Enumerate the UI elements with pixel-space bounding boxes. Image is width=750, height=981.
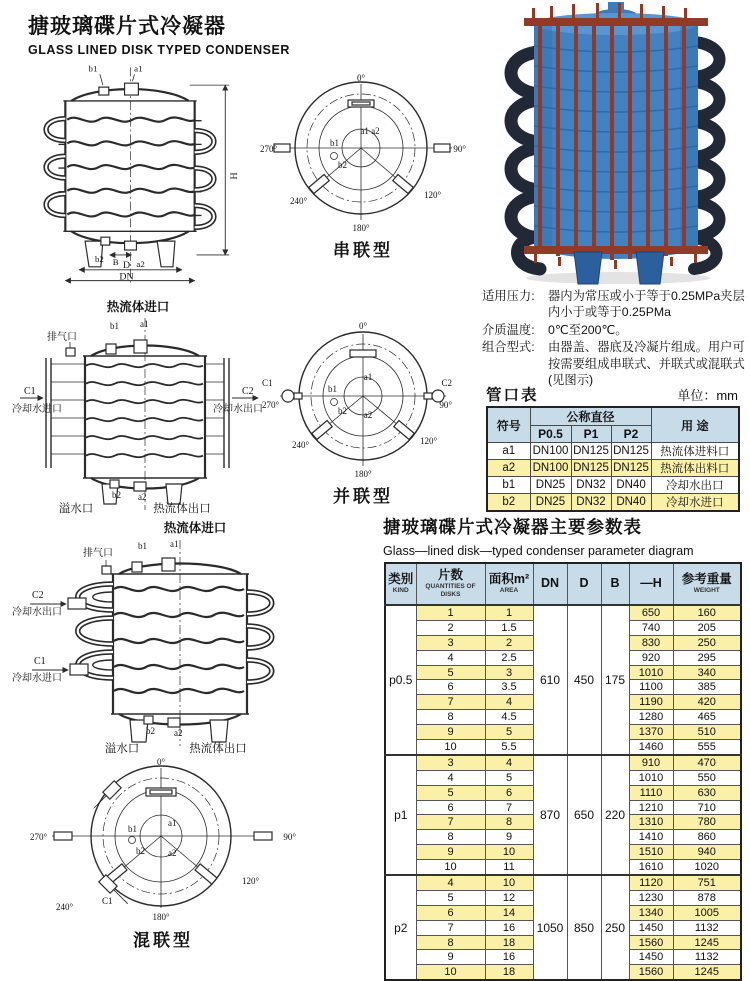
nozzle-b1 (99, 87, 109, 95)
col-use: 用 途 (651, 407, 739, 443)
spec-label: 适用压力: (482, 289, 535, 303)
cell: 1100 (629, 680, 673, 695)
page-subtitle: GLASS LINED DISK TYPED CONDENSER (28, 43, 290, 57)
nozzle-a2 (134, 482, 146, 491)
cell: 7 (416, 920, 485, 935)
cell: 2 (485, 635, 533, 650)
col-diameter: 公称直径 (530, 407, 651, 426)
cell: 1010 (629, 770, 673, 785)
cell: 780 (673, 815, 741, 830)
cell: DN40 (611, 477, 651, 494)
col-p05: P0.5 (530, 426, 571, 443)
cell: 5 (485, 770, 533, 785)
label-hot-out: 热流体出口 (189, 743, 247, 755)
cell: 751 (673, 875, 741, 890)
nozzle-b2 (101, 237, 110, 245)
label-b2: b2 (338, 160, 347, 170)
cell: DN125 (571, 460, 611, 477)
spec-text: 器内为常压或小于等于0.25MPa夹层内小于或等于0.25PMa (548, 289, 745, 320)
cell: 5 (416, 890, 485, 905)
cell: 1190 (629, 695, 673, 710)
spec-text: 0℃至200℃。 (548, 322, 628, 337)
col-area: 面积m² AREA (485, 563, 533, 605)
angle-240: 240° (56, 902, 74, 912)
product-photo (488, 0, 743, 285)
cell: 3 (416, 755, 485, 770)
cell: 18 (485, 965, 533, 980)
param-table-subtitle: Glass—lined disk—typed condenser parameter diagram (383, 544, 694, 558)
param-row (385, 755, 741, 770)
angle-0: 0° (358, 321, 368, 331)
cell: 5 (485, 725, 533, 740)
nozzle-row (487, 460, 739, 477)
angle-120: 120° (420, 436, 438, 446)
cell: b2 (487, 494, 530, 512)
cell: 1450 (629, 920, 673, 935)
cell: 2 (416, 620, 485, 635)
cell: 10 (485, 845, 533, 860)
cell: 10 (485, 875, 533, 890)
cell: 830 (629, 635, 673, 650)
cell: 160 (673, 605, 741, 620)
cell: 8 (485, 815, 533, 830)
spec-row (482, 288, 748, 321)
cell: 1230 (629, 890, 673, 905)
cell: DN25 (530, 477, 571, 494)
top-view-mixed (28, 756, 298, 924)
caption-series: 串联型 (333, 241, 393, 260)
cell: 870 (533, 755, 567, 875)
cell: 6 (416, 800, 485, 815)
label-b1: b1 (328, 384, 337, 394)
nozzle-b1 (106, 344, 116, 354)
nozzle-vent (66, 348, 75, 356)
cell: 1005 (673, 905, 741, 920)
col-p2: P2 (611, 426, 651, 443)
cell: 8 (416, 935, 485, 950)
cell: 555 (673, 740, 741, 755)
spec-text: 由器盖、器底及冷凝片组成。用户可按需要组成串联式、并联式或混联式(见图示) (548, 340, 745, 388)
dim-B: B (112, 256, 119, 267)
cell: 1560 (629, 965, 673, 980)
cell: 650 (567, 755, 601, 875)
cell: 8 (416, 710, 485, 725)
label-a1: a1 (363, 372, 373, 382)
label-a1: a1 (134, 63, 143, 74)
specs-block (482, 288, 748, 390)
dim-D: D (122, 259, 131, 271)
cell: 3.5 (485, 680, 533, 695)
col-symbol: 符号 (487, 407, 530, 443)
cell: 1510 (629, 845, 673, 860)
cell: 1310 (629, 815, 673, 830)
nozzle-a2 (125, 241, 137, 250)
cell: 710 (673, 800, 741, 815)
cell: p0.5 (385, 605, 416, 755)
nozzle-row (487, 477, 739, 494)
cell: DN32 (571, 494, 611, 512)
elevation-drawing-parallel (10, 298, 265, 516)
cell: 4 (416, 875, 485, 890)
angle-0: 0° (356, 73, 366, 83)
cell: 3 (485, 665, 533, 680)
angle-120: 120° (242, 876, 260, 886)
angle-90: 90° (439, 400, 452, 410)
nozzle-a1 (134, 340, 147, 353)
label-b1: b1 (330, 138, 339, 148)
cell: 250 (673, 635, 741, 650)
label-b1: b1 (128, 824, 137, 834)
label-a1: a1 (140, 319, 149, 329)
spec-label: 组合型式: (482, 340, 535, 355)
label-cool-in: 冷却水进口 (12, 673, 62, 684)
elevation-drawing-mixed (10, 518, 285, 758)
cell: 465 (673, 710, 741, 725)
cell: 295 (673, 650, 741, 665)
label-c1: C1 (262, 378, 273, 388)
nozzle-row (487, 494, 739, 512)
angle-90: 90° (453, 144, 466, 154)
angle-270: 270° (262, 400, 280, 410)
cell: 510 (673, 725, 741, 740)
cell: 1 (485, 605, 533, 620)
cell: 1 (416, 605, 485, 620)
nozzle-table-title: 管口表 (486, 387, 539, 404)
nozzle-b2 (110, 480, 119, 488)
cell: 4 (416, 770, 485, 785)
label-a2: a2 (168, 848, 177, 858)
cell: 1560 (629, 935, 673, 950)
cell: 6 (416, 680, 485, 695)
cell: 3 (416, 635, 485, 650)
label-c1: C1 (24, 386, 36, 397)
cell: 450 (567, 605, 601, 755)
label-c2: C2 (441, 378, 452, 388)
cell: 4 (416, 650, 485, 665)
cell: DN100 (530, 460, 571, 477)
cell: 1120 (629, 875, 673, 890)
cell: 7 (485, 800, 533, 815)
cell: 175 (601, 605, 629, 755)
col-weight: 参考重量 WEIGHT (673, 563, 741, 605)
nozzle-row (487, 443, 739, 460)
cell: 205 (673, 620, 741, 635)
label-drain: 溢水口 (58, 503, 94, 515)
label-b2: b2 (338, 406, 347, 416)
spec-row (482, 322, 748, 338)
angle-90: 90° (283, 832, 296, 842)
spec-label: 介质温度: (482, 322, 535, 337)
right-tube-cluster (247, 592, 272, 682)
cell: 9 (416, 725, 485, 740)
label-a2: a2 (136, 258, 145, 269)
label-c2: C2 (242, 386, 254, 397)
cell: 850 (567, 875, 601, 980)
cell: 385 (673, 680, 741, 695)
cell: DN40 (611, 494, 651, 512)
cell: 4 (485, 755, 533, 770)
label-b2: b2 (136, 846, 145, 856)
cell: 5 (416, 785, 485, 800)
cell: 550 (673, 770, 741, 785)
caption-mixed: 混联型 (133, 931, 193, 950)
cell: 14 (485, 905, 533, 920)
label-a2: a2 (174, 728, 183, 738)
cell: 250 (601, 875, 629, 980)
cell: 340 (673, 665, 741, 680)
cell: 1132 (673, 920, 741, 935)
angle-270: 270° (260, 144, 278, 154)
cell: a2 (487, 460, 530, 477)
label-vent: 排气口 (83, 548, 113, 559)
cell: 1110 (629, 785, 673, 800)
cell: 9 (485, 830, 533, 845)
label-b2: b2 (112, 490, 121, 500)
cell: 10 (416, 740, 485, 755)
cell: DN125 (571, 443, 611, 460)
nozzle-table-body (487, 443, 739, 512)
cell: 740 (629, 620, 673, 635)
label-hot-in: 热流体进口 (106, 300, 170, 314)
cell: 650 (629, 605, 673, 620)
cell: DN32 (571, 477, 611, 494)
cell: 18 (485, 935, 533, 950)
param-row (385, 875, 741, 890)
label-c1: C1 (34, 656, 46, 667)
elevation-drawing-series (14, 60, 246, 288)
label-hot-in: 热流体进口 (163, 521, 227, 535)
page-title: 搪玻璃碟片式冷凝器 (28, 15, 226, 38)
col-p1: P1 (571, 426, 611, 443)
cell: 1280 (629, 710, 673, 725)
cell: 1460 (629, 740, 673, 755)
cell: 冷却水进口 (651, 494, 739, 512)
angle-0: 0° (156, 757, 166, 767)
leg (210, 720, 228, 742)
label-c2: C2 (32, 590, 44, 601)
cell: 16 (485, 920, 533, 935)
cell: DN125 (611, 443, 651, 460)
label-cool-in: 冷却水进口 (12, 404, 62, 415)
u-tubes (46, 119, 214, 228)
cell: 11 (485, 860, 533, 875)
cell: 7 (416, 815, 485, 830)
cell: 8 (416, 830, 485, 845)
cell: 910 (629, 755, 673, 770)
cell: 1245 (673, 935, 741, 950)
cell: 7 (416, 695, 485, 710)
cell: 1245 (673, 965, 741, 980)
cell: 冷却水出口 (651, 477, 739, 494)
cell: p1 (385, 755, 416, 875)
cell: 6 (485, 785, 533, 800)
cell: a1 (487, 443, 530, 460)
leg (166, 484, 182, 504)
angle-240: 240° (290, 196, 308, 206)
col-h: —H (629, 563, 673, 605)
cell: 热流体出料口 (651, 460, 739, 477)
angle-240: 240° (292, 440, 310, 450)
top-view-parallel (258, 318, 468, 480)
cell: 630 (673, 785, 741, 800)
label-b2: b2 (146, 726, 155, 736)
valve-upper-left (90, 781, 121, 812)
label-b1: b1 (110, 321, 119, 331)
cell: 878 (673, 890, 741, 905)
cell: 1210 (629, 800, 673, 815)
label-b1: b1 (88, 63, 98, 74)
cell: 1132 (673, 950, 741, 965)
angle-180: 180° (352, 223, 370, 233)
nozzle-a1 (162, 558, 175, 571)
cell: 920 (629, 650, 673, 665)
spec-row (482, 339, 748, 388)
cell: 1410 (629, 830, 673, 845)
cell: 220 (601, 755, 629, 875)
cell: 1050 (533, 875, 567, 980)
cell: p2 (385, 875, 416, 980)
cell: 5 (416, 665, 485, 680)
nozzle-a2 (168, 718, 180, 727)
cell: 6 (416, 905, 485, 920)
param-row (385, 605, 741, 620)
param-table-title: 搪玻璃碟片式冷凝器主要参数表 (383, 517, 642, 537)
angle-180: 180° (354, 469, 372, 479)
cell: DN100 (530, 443, 571, 460)
nozzle-vent (102, 566, 111, 574)
label-b2: b2 (94, 253, 104, 264)
cell: 16 (485, 950, 533, 965)
cell: 1.5 (485, 620, 533, 635)
cell: DN25 (530, 494, 571, 512)
cell: 1370 (629, 725, 673, 740)
cell: DN125 (611, 460, 651, 477)
cell: 12 (485, 890, 533, 905)
nozzle-table-unit: 单位：mm (677, 388, 738, 403)
nozzle-b2 (144, 716, 153, 724)
col-disks: 片数 QUANTITIES OF DISKS (416, 563, 485, 605)
label-vent: 排气口 (47, 332, 77, 343)
cell: 热流体进料口 (651, 443, 739, 460)
dim-DN: DN (119, 271, 134, 283)
param-table-body (385, 605, 741, 980)
angle-120: 120° (424, 190, 442, 200)
cell: 940 (673, 845, 741, 860)
cell: 470 (673, 755, 741, 770)
label-cool-out: 冷却水出口 (12, 607, 62, 618)
dim-H: H (229, 172, 241, 180)
cell: 1610 (629, 860, 673, 875)
cell: 1020 (673, 860, 741, 875)
cell: 2.5 (485, 650, 533, 665)
label-c1: C1 (102, 896, 113, 906)
label-hot-out: 热流体出口 (153, 503, 211, 515)
label-drain: 溢水口 (104, 743, 140, 755)
cell: 5.5 (485, 740, 533, 755)
cell: 9 (416, 845, 485, 860)
cell: 10 (416, 965, 485, 980)
col-b: B (601, 563, 629, 605)
cell: 4 (485, 695, 533, 710)
caption-parallel: 并联型 (333, 487, 393, 506)
leg (157, 241, 175, 267)
page-header (28, 10, 328, 57)
top-view-series (258, 72, 468, 234)
cell: 610 (533, 605, 567, 755)
col-kind: 类别 KIND (385, 563, 416, 605)
cell: 4.5 (485, 710, 533, 725)
nozzle-a1 (125, 83, 139, 95)
cell: 1340 (629, 905, 673, 920)
cell: 10 (416, 860, 485, 875)
label-b1: b1 (138, 541, 147, 551)
cell: 1010 (629, 665, 673, 680)
label-cool-out: 冷却水出口 (213, 404, 263, 415)
angle-270: 270° (30, 832, 48, 842)
label-a1a2: a1 a2 (360, 126, 380, 136)
cell: b1 (487, 477, 530, 494)
label-a1: a1 (168, 818, 177, 828)
label-a1: a1 (170, 539, 179, 549)
angle-180: 180° (152, 912, 170, 922)
param-table (384, 562, 742, 981)
nozzle-b1 (132, 562, 142, 572)
nozzle-table-header (486, 383, 738, 405)
col-dn: DN (533, 563, 567, 605)
label-a2: a2 (138, 492, 147, 502)
cell: 1450 (629, 950, 673, 965)
nozzle-table (486, 406, 740, 512)
cell: 420 (673, 695, 741, 710)
label-a2: a2 (363, 410, 373, 420)
col-d: D (567, 563, 601, 605)
cell: 860 (673, 830, 741, 845)
cell: 9 (416, 950, 485, 965)
